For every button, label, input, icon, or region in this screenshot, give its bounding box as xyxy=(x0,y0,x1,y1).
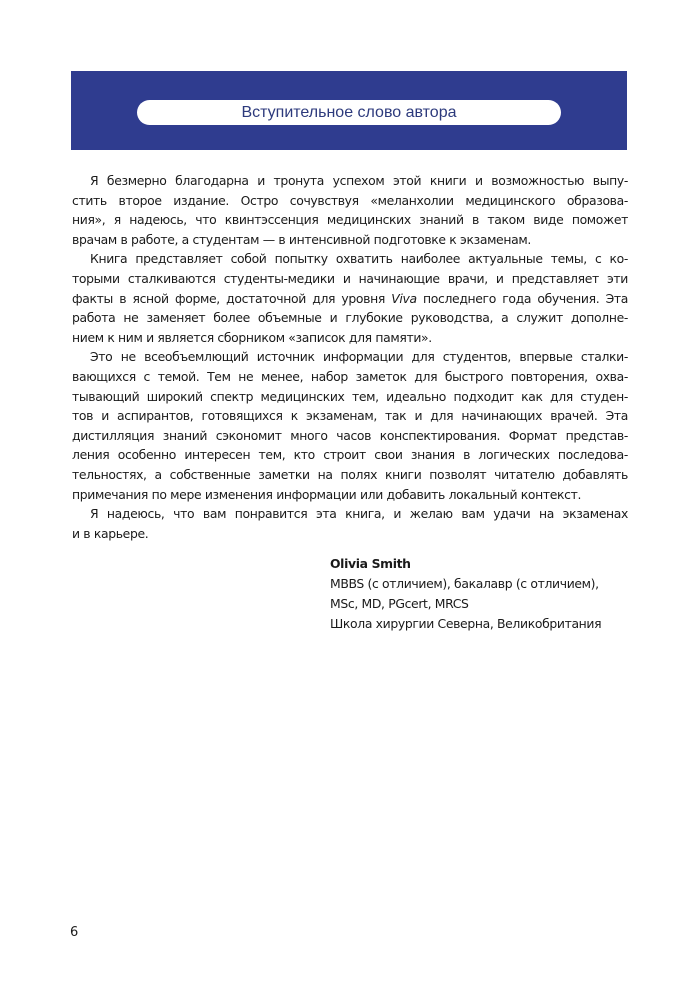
text-line: и в карьере. xyxy=(72,525,149,541)
body-text xyxy=(72,171,628,543)
text-line: врачам в работе, а студентам — в интенсивной подготовке к экзаменам. xyxy=(72,231,531,247)
text-line: ления особенно интересен тем, кто строит свои знания в логических последова- xyxy=(72,447,628,463)
paragraph-1 xyxy=(72,171,628,249)
section-title-pill xyxy=(137,100,561,125)
text-line: факты в ясной форме, достаточной для уровня Viva последнего года обучения. Эта xyxy=(72,290,629,306)
author-name: Olivia Smith xyxy=(330,556,411,571)
text-line: тельностях, а собственные заметки на полях книги позволят читателю добавлять xyxy=(72,466,628,482)
text-line: Это не всеобъемлющий источник информации для студентов, впервые сталки- xyxy=(90,349,628,365)
text-line: нием к ним и является сборником «записок для памяти». xyxy=(72,329,432,345)
section-title: Вступительное слово автора xyxy=(241,103,457,121)
text-line: вающихся с темой. Тем не менее, набор заметок для быстрого повторения, охва- xyxy=(72,368,628,384)
text-line: Книга представляет собой попытку охватить наиболее актуальные темы, с ко- xyxy=(90,251,628,267)
paragraph-4 xyxy=(72,504,628,543)
text-line: работа не заменяет более объемные и глубокие руководства, а служит дополне- xyxy=(72,310,628,326)
author-credentials: MSc, MD, PGcert, MRCS xyxy=(330,596,469,611)
section-header-banner xyxy=(71,71,627,150)
text-line: стить второе издание. Остро сочувствуя «меланхолии медицинского образова- xyxy=(72,192,628,208)
author-affiliation: Школа хирургии Северна, Великобритания xyxy=(330,616,602,631)
text-line: тывающий широкий спектр медицинских тем, идеально подходит как для студен- xyxy=(72,388,628,404)
text-line: дистилляция знаний сэкономит много часов конспектирования. Формат представ- xyxy=(72,427,628,443)
author-signature xyxy=(330,554,650,634)
text-line: примечания по мере изменения информации или добавить локальный контекст. xyxy=(72,486,582,502)
text-line: тов и аспирантов, готовящихся к экзаменам, так и для начинающих врачей. Эта xyxy=(72,408,628,424)
text-line: Я надеюсь, что вам понравится эта книга, и желаю вам удачи на экзаменах xyxy=(90,506,628,522)
text-line: ния», я надеюсь, что квинтэссенция медицинских знаний в таком виде поможет xyxy=(72,212,628,228)
author-credentials: MBBS (с отличием), бакалавр (с отличием), xyxy=(330,576,599,591)
text-line: торыми сталкиваются студенты-медики и начинающие врачи, и представляет эти xyxy=(72,270,628,286)
paragraph-3 xyxy=(72,347,628,504)
text-line: Я безмерно благодарна и тронута успехом этой книги и возможностью выпу- xyxy=(90,173,628,188)
paragraph-2 xyxy=(72,249,628,347)
page-number: 6 xyxy=(70,925,79,940)
